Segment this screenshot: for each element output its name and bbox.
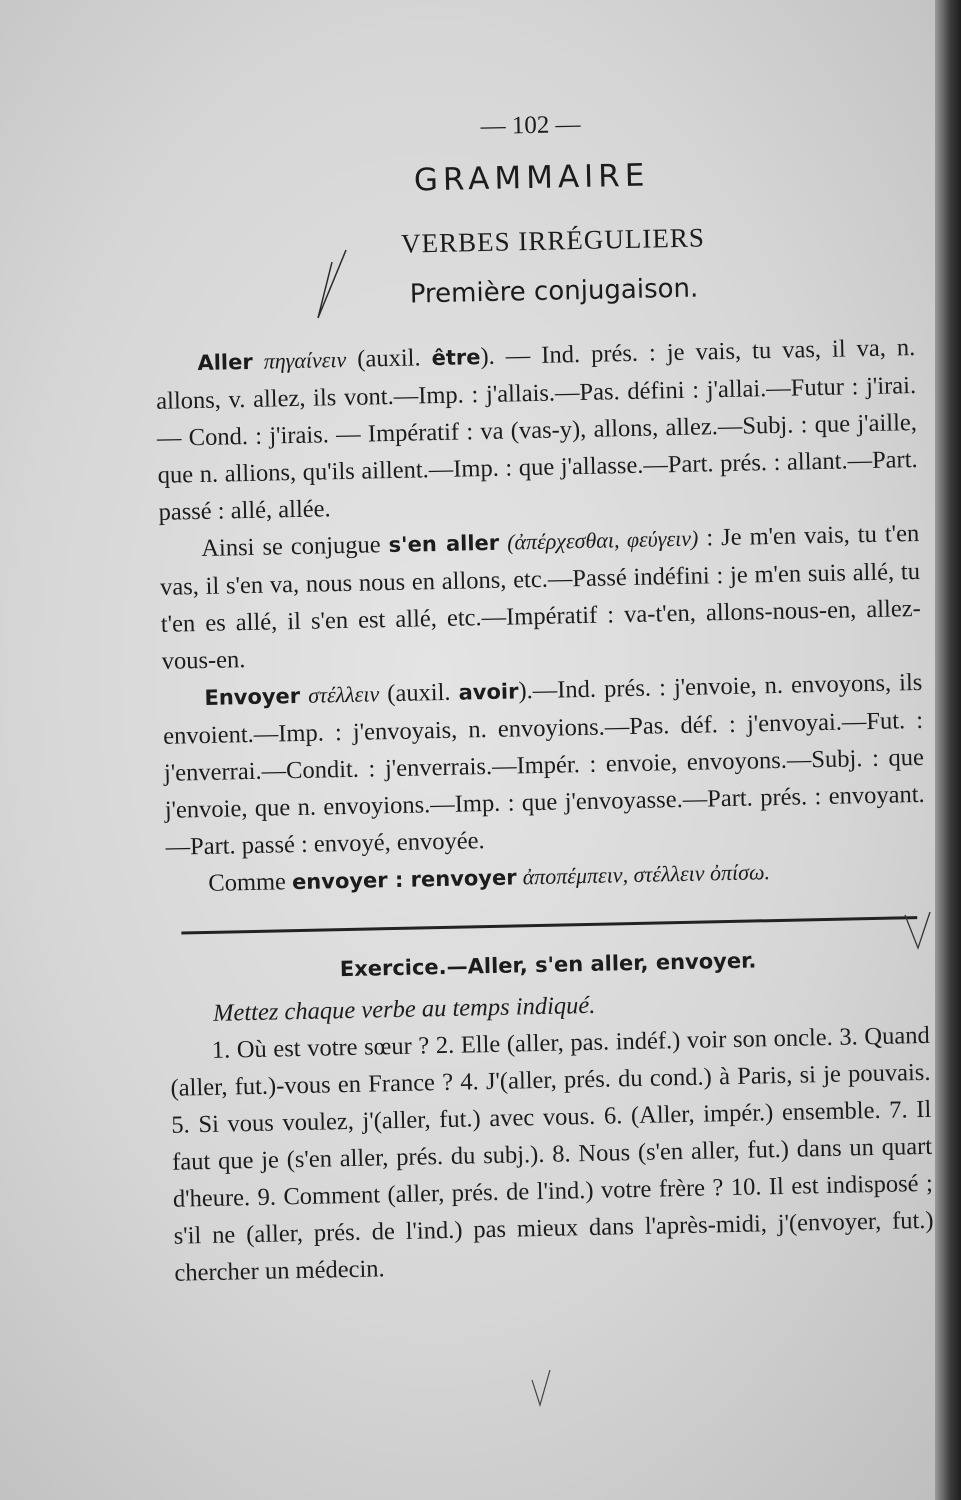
aller-auxiliary: être (431, 345, 481, 371)
exercise-title: Exercice.—Aller, s'en aller, envoyer. (339, 948, 757, 982)
book-spine (935, 0, 961, 1500)
verb-envoyer: Envoyer (204, 683, 301, 710)
section-divider (181, 916, 917, 934)
exercise-instruction: Mettez chaque verbe au temps indiqué. (212, 991, 596, 1027)
envoyer-conjugation: ).—Ind. prés. : j'envoie, n. envoyons, ils envoient.—Imp. : j'envoyais, n. envoyions.—Pas. déf. : j'envoyai.—Fut. : j'enverrai.—Condit. : j'enverrais.—Impér. : envoie, envoyons.—Subj. : que j'envoie, que n. envoyions.—Imp. : que j'envoyasse.—Part. prés. : envoyant.—Part. passé : envoyé, envoyée. (162, 668, 925, 861)
s-en-aller-paragraph (159, 515, 922, 680)
greek-renvoyer: ἀποπέμπειν, στέλλειν ὀπίσω. (522, 859, 771, 890)
page-content (150, 92, 938, 1468)
aller-aux-prefix: (auxil. (345, 344, 432, 373)
greek-aller: πηγαίνειν (263, 346, 347, 374)
greek-s-en-aller: (ἀπέρχεσθαι, φεύγειν) (506, 525, 699, 555)
verb-aller: Aller (197, 349, 253, 376)
aller-conjugation: ). — Ind. prés. : je vais, tu vas, il va, n. allons, v. allez, ils vont.—Imp. : j'allais.—Pas. défini : j'allai.—Futur : j'irai. — Cond. : j'irais. — Impératif : va (vas-y), allons, allez.—Subj. : que j'aille, que n. allions, qu'ils aillent.—Imp. : que j'allasse.—Part. prés. : allant.—Part. passé : allé, allée. (155, 333, 918, 526)
page-title: GRAMMAIRE (413, 157, 650, 199)
chapter-subtitle: VERBES IRRÉGULIERS (400, 222, 706, 259)
page-number: — 102 — (480, 110, 581, 141)
greek-envoyer: στέλλειν (307, 681, 380, 708)
envoyer-auxiliary: avoir (458, 679, 519, 705)
s-en-aller-intro: Ainsi se conjugue (201, 531, 389, 562)
renvoyer-intro: Comme (208, 868, 293, 897)
envoyer-paragraph (162, 664, 926, 866)
verb-s-en-aller: s'en aller (388, 530, 500, 558)
exercise-text: 1. Où est votre sœur ? 2. Elle (aller, pas. indéf.) voir son oncle. 3. Quand (aller, fut.)-vous en France ? 4. J'(aller, prés. du cond.) à Paris, si je pouvais. 5. Si vous voulez, j'(aller, fut.) avec vous. 6. (Aller, impér.) ensemble. 7. Il faut que je (s'en aller, prés. du subj.). 8. Nous (s'en aller, fut.) dans un quart d'heure. 9. Comment (aller, prés. de l'ind.) votre frère ? 10. Il est indisposé ; s'il ne (aller, prés. de l'ind.) pas mieux dans l'après-midi, j'(envoyer, fut.) chercher un médecin. (170, 1021, 934, 1287)
envoyer-aux-prefix: (auxil. (378, 678, 459, 708)
verb-renvoyer: envoyer : renvoyer (291, 865, 517, 895)
section-title: Première conjugaison. (409, 273, 699, 310)
aller-paragraph (155, 329, 919, 531)
s-en-aller-conjugation: : Je m'en vais, tu t'en vas, il s'en va, nous nous en allons, etc.—Passé indéfini : je m'en suis allé, tu t'en es allé, il s'en est allé, etc.—Impératif : va-t'en, allons-nous-en, allez-vous-en. (159, 519, 922, 675)
